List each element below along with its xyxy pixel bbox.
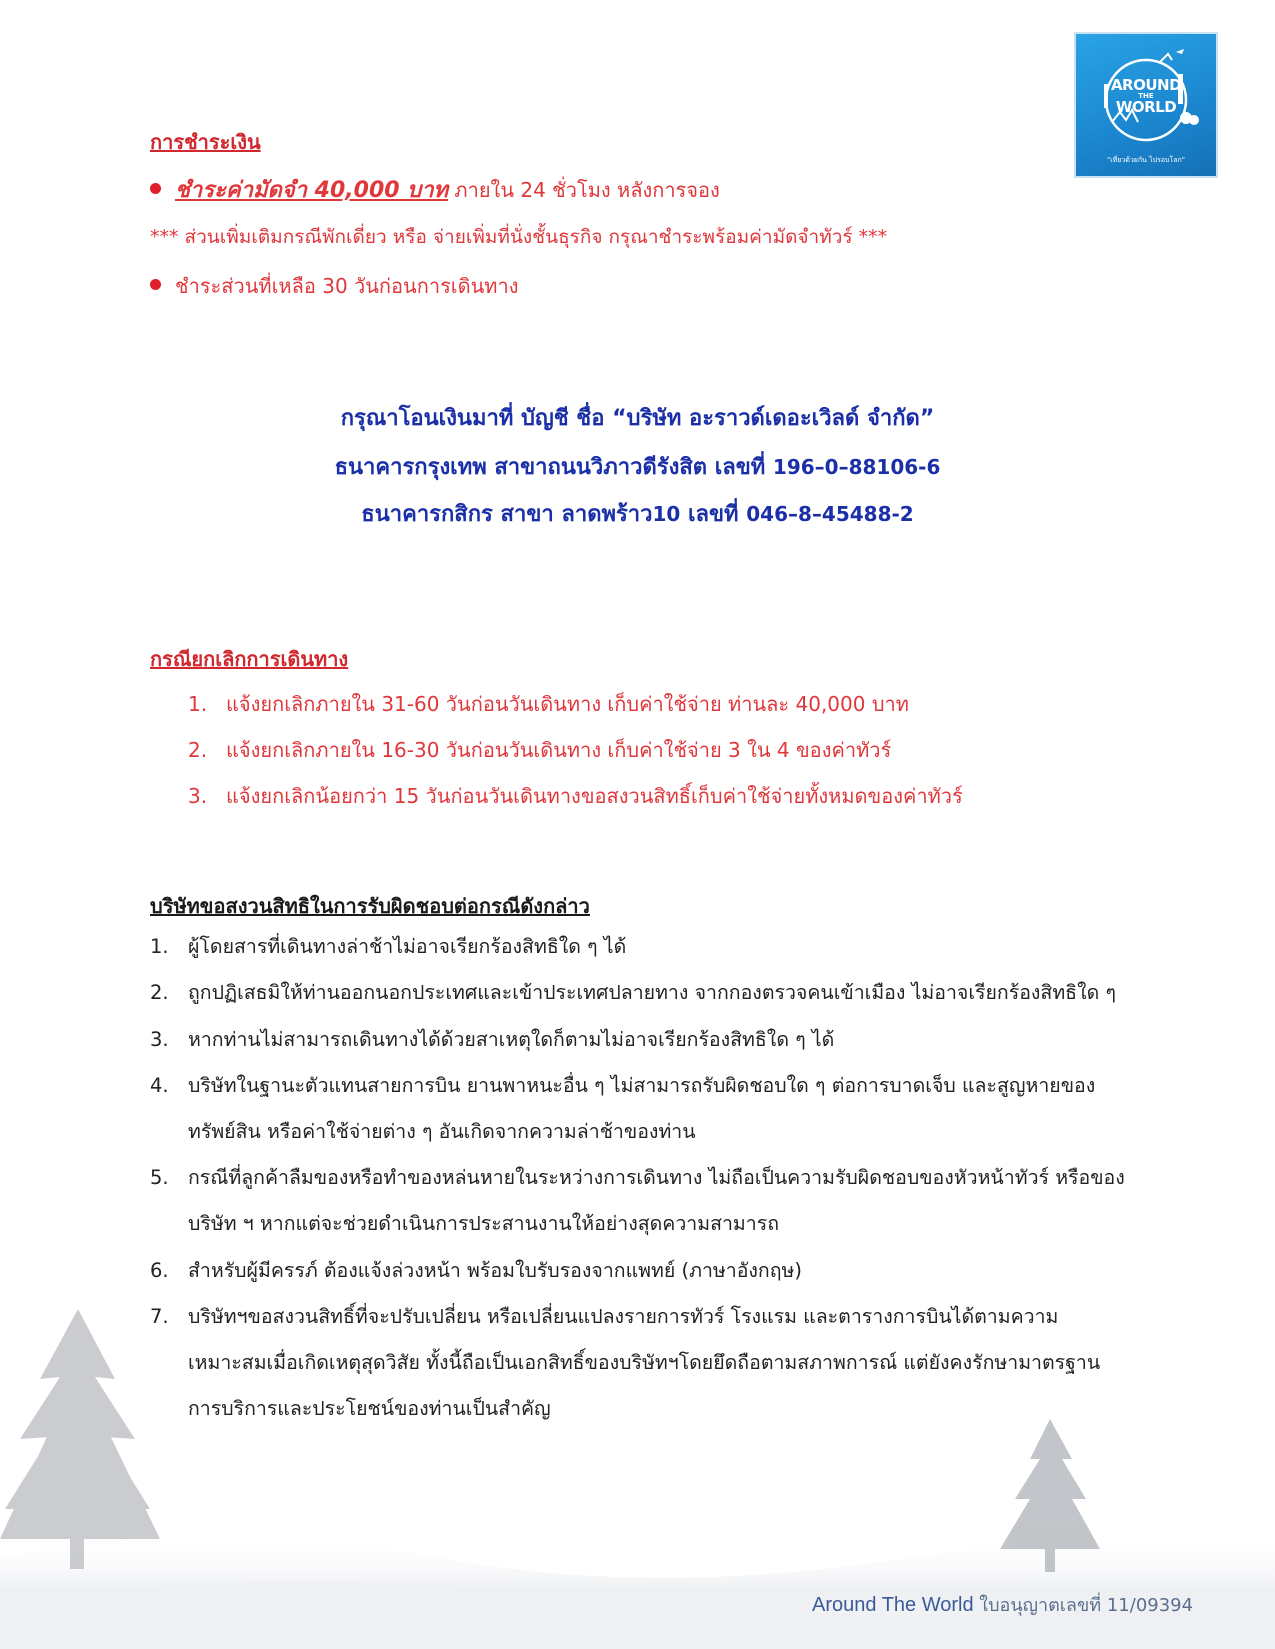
bank-bangkok-number: 196–0–88106-6 (772, 455, 941, 479)
disclaimer-item-text: เหมาะสมเมื่อเกิดเหตุสุดวิสัย ทั้งนี้ถือเป็นเอกสิทธิ์ของบริษัทฯโดยยึดถือตามสภาพการณ์ แต่ยังคงรักษามาตรฐาน (188, 1351, 1101, 1374)
cancel-item (188, 780, 963, 812)
footer-license (812, 1590, 1193, 1619)
footer-license-label: ใบอนุญาตเลขที่ (973, 1595, 1107, 1616)
balance-text: ชำระส่วนที่เหลือ 30 วันก่อนการเดินทาง (175, 274, 519, 298)
bank-kasikorn-number: 046–8–45488-2 (746, 502, 914, 526)
bank-account-name: กรุณาโอนเงินมาที่ บัญชี ชื่อ “บริษัท อะราวด์เดอะเวิลด์ จำกัด” (340, 406, 935, 431)
disclaimer-item-number: 3. (150, 1028, 169, 1051)
bullet-icon (150, 183, 161, 194)
disclaimer-item-text: การบริการและประโยชน์ของท่านเป็นสำคัญ (188, 1397, 551, 1420)
cancel-item-number: 2. (188, 738, 208, 762)
disclaimer-item-text: หากท่านไม่สามารถเดินทางได้ด้วยสาเหตุใดก็ตามไม่อาจเรียกร้องสิทธิใด ๆ ได้ (188, 1028, 835, 1051)
deposit-deadline: ภายใน 24 ชั่วโมง หลังการจอง (448, 178, 720, 202)
disclaimer-item (150, 1294, 1200, 1432)
cancel-item-number: 3. (188, 784, 208, 808)
disclaimer-item-number: 1. (150, 935, 169, 958)
disclaimer-item-text: สำหรับผู้มีครรภ์ ต้องแจ้งล่วงหน้า พร้อมใบรับรองจากแพทย์ (ภาษาอังกฤษ) (188, 1259, 803, 1282)
cancel-item-text: แจ้งยกเลิกน้อยกว่า 15 วันก่อนวันเดินทางขอสงวนสิทธิ์เก็บค่าใช้จ่ายทั้งหมดของค่าทัวร์ (226, 784, 963, 808)
bank-kasikorn-mid: เลขที่ (680, 502, 747, 527)
payment-note: *** ส่วนเพิ่มเติมกรณีพักเดี่ยว หรือ จ่ายเพิ่มที่นั่งชั้นธุรกิจ กรุณาชำระพร้อมค่ามัดจำทัวร์ *** (150, 226, 888, 248)
disclaimer-item (150, 1155, 1200, 1247)
bank-bangkok-line (0, 449, 1275, 484)
bank-bangkok-label: ธนาคารกรุงเทพ สาขาถนนวิภาวดีรังสิต เลขที่ (334, 455, 773, 480)
bank-kasikorn-line (0, 496, 1275, 531)
disclaimer-heading: บริษัทขอสงวนสิทธิในการรับผิดชอบต่อกรณีดังกล่าว (150, 894, 590, 918)
disclaimer-item-text: ทรัพย์สิน หรือค่าใช้จ่ายต่าง ๆ อันเกิดจากความล่าช้าของท่าน (188, 1120, 696, 1143)
disclaimer-item (150, 970, 1200, 1016)
disclaimer-item-text: ถูกปฏิเสธมิให้ท่านออกนอกประเทศและเข้าประเทศปลายทาง จากกองตรวจคนเข้าเมือง ไม่อาจเรียกร้องสิทธิใด ๆ (188, 981, 1116, 1004)
disclaimer-item-text: ผู้โดยสารที่เดินทางล่าช้าไม่อาจเรียกร้องสิทธิใด ๆ ได้ (188, 935, 627, 958)
cancel-heading: กรณียกเลิกการเดินทาง (150, 647, 349, 671)
disclaimer-item (150, 924, 1200, 970)
footer-brand: Around The World (812, 1594, 974, 1616)
disclaimer-item-number: 2. (150, 981, 169, 1004)
cancel-item-number: 1. (188, 692, 208, 716)
payment-heading: การชำระเงิน (150, 130, 261, 154)
bank-kasikorn-label: ธนาคารกสิกร สาขา ลาดพร้าว (361, 502, 653, 527)
logo-slogan: "เที่ยวด้วยกัน ไปรอบโลก" (1107, 156, 1185, 164)
disclaimer-item-text: บริษัทในฐานะตัวแทนสายการบิน ยานพาหนะอื่น ๆ ไม่สามารถรับผิดชอบใด ๆ ต่อการบาดเจ็บ และสูญหายของ (188, 1074, 1096, 1097)
bank-kasikorn-branch: 10 (652, 502, 681, 526)
deposit-amount: ชำระค่ามัดจำ 40,000 บาท (175, 178, 449, 203)
cancel-item (188, 688, 909, 720)
cancel-item (188, 734, 891, 766)
payment-balance-line (150, 270, 519, 302)
disclaimer-item-text: กรณีที่ลูกค้าลืมของหรือทำของหล่นหายในระหว่างการเดินทาง ไม่ถือเป็นความรับผิดชอบของหัวหน้าทัวร์ หรือของ (188, 1166, 1125, 1189)
disclaimer-item-number: 7. (150, 1305, 169, 1328)
bullet-icon (150, 279, 161, 290)
disclaimer-item (150, 1063, 1200, 1155)
cancel-item-text: แจ้งยกเลิกภายใน 16-30 วันก่อนวันเดินทาง เก็บค่าใช้จ่าย 3 ใน 4 ของค่าทัวร์ (226, 738, 892, 762)
logo-title: AROUND THE WORLD (1110, 76, 1182, 116)
disclaimer-item-number: 6. (150, 1259, 169, 1282)
disclaimer-item-number: 4. (150, 1074, 169, 1097)
disclaimer-item (150, 1017, 1200, 1063)
disclaimer-item (150, 1248, 1200, 1294)
disclaimer-item-text: บริษัทฯขอสงวนสิทธิ์ที่จะปรับเปลี่ยน หรือเปลี่ยนแปลงรายการทัวร์ โรงแรม และตารางการบินได้ตามความ (188, 1305, 1059, 1328)
cancel-item-text: แจ้งยกเลิกภายใน 31-60 วันก่อนวันเดินทาง เก็บค่าใช้จ่าย ท่านละ 40,000 บาท (226, 692, 909, 716)
payment-deposit-line (150, 172, 720, 207)
disclaimer-item-text: บริษัท ฯ หากแต่จะช่วยดำเนินการประสานงานให้อย่างสุดความสามารถ (188, 1212, 780, 1235)
around-the-world-logo (1074, 32, 1218, 178)
footer-license-number: 11/09394 (1106, 1595, 1194, 1616)
disclaimer-item-number: 5. (150, 1166, 169, 1189)
